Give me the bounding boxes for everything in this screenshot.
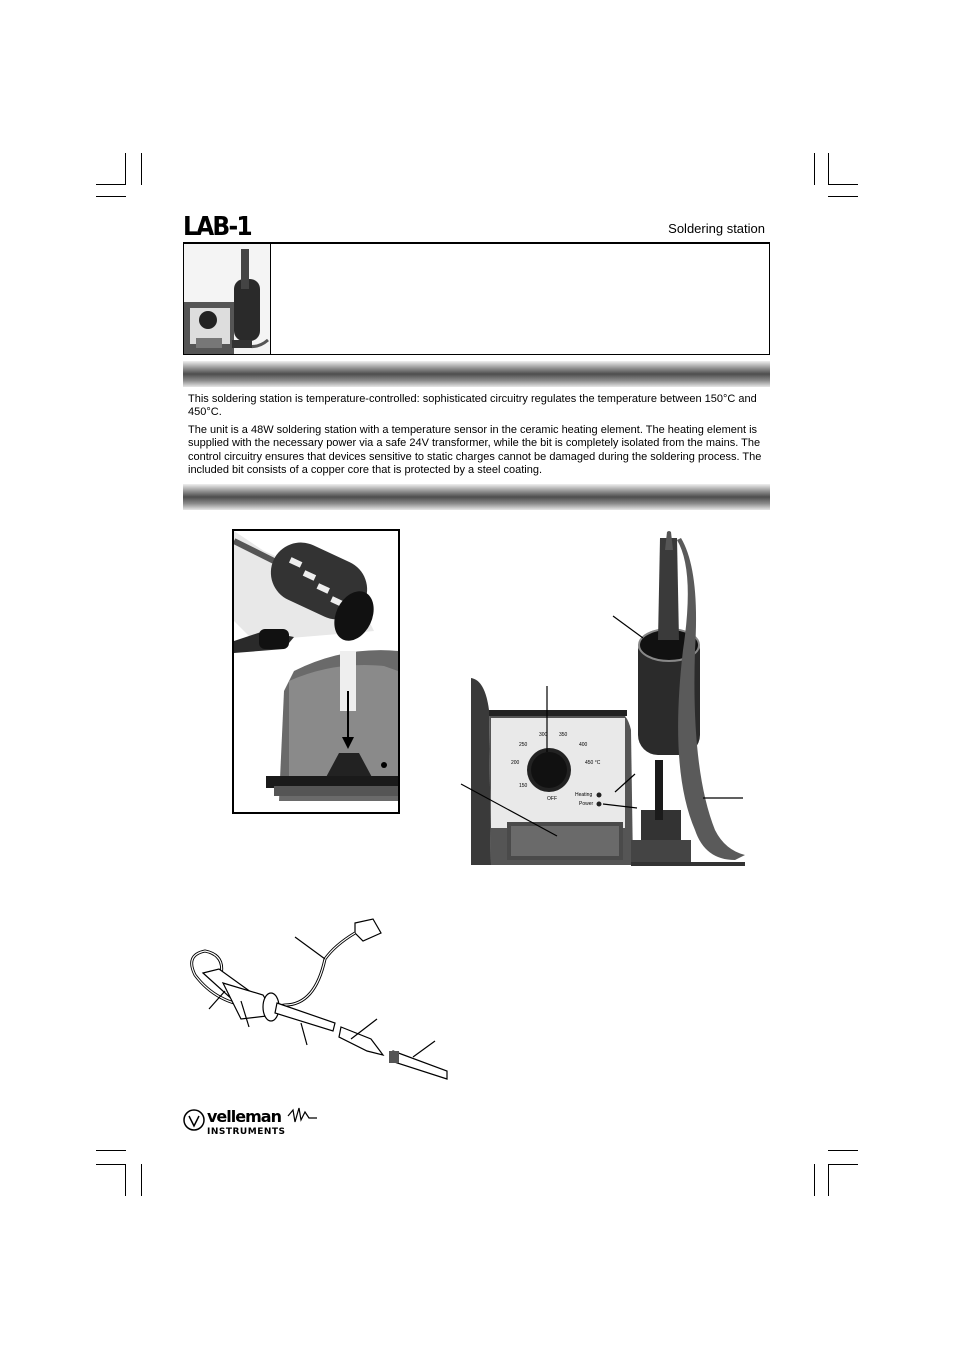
- dial-label-200: 200: [511, 760, 520, 766]
- product-thumbnail: [184, 244, 271, 354]
- section-bar: [183, 361, 770, 387]
- power-led: [597, 802, 602, 807]
- crop-mark: [828, 1150, 858, 1151]
- header-panel: [183, 242, 770, 355]
- crop-mark: [96, 196, 126, 197]
- crop-mark: [125, 1164, 126, 1196]
- velleman-logo: [183, 1106, 323, 1136]
- crop-mark: [828, 184, 858, 185]
- crop-mark: [828, 153, 829, 185]
- crop-mark: [125, 153, 126, 185]
- soldering-iron-figure: [185, 915, 465, 1085]
- crop-mark: [141, 153, 142, 185]
- crop-mark: [828, 196, 858, 197]
- crop-mark: [814, 1164, 815, 1196]
- intro-paragraph: This soldering station is temperature-controlled: sophisticated circuitry regulates the temperature between 150°C and 450°C.: [188, 393, 757, 419]
- power-indicator-label: Power: [579, 801, 594, 807]
- brand-text: velleman: [207, 1107, 281, 1126]
- product-logo: LAB-1: [183, 212, 251, 242]
- heating-indicator-label: Heating: [575, 792, 593, 798]
- section-bar: [183, 484, 770, 510]
- crop-mark: [828, 1164, 829, 1196]
- crop-mark: [814, 153, 815, 185]
- crop-mark: [141, 1164, 142, 1196]
- dial-label-300: 300: [539, 732, 548, 738]
- brand-subtext: INSTRUMENTS: [207, 1127, 286, 1136]
- crop-mark: [96, 1150, 126, 1151]
- document-title: Soldering station: [668, 221, 765, 236]
- dial-label-450: 450 °C: [585, 760, 601, 766]
- holder-assembly-figure: [232, 529, 400, 814]
- intro-paragraph: The unit is a 48W soldering station with a temperature sensor in the ceramic heating element. The heating element is supplied with the necessary power via a safe 24V transformer, while the bit is completely isolated from the mains. The control circuitry ensures that devices sensitive to static charges cannot be damaged during the soldering process. The included bit consists of a copper core that is protected by a steel coating.: [188, 424, 762, 477]
- dial-label-off: OFF: [547, 796, 557, 802]
- heating-led: [597, 793, 602, 798]
- dial-label-150: 150: [519, 783, 528, 789]
- crop-mark: [96, 184, 126, 185]
- crop-mark: [828, 1164, 858, 1165]
- dial-label-400: 400: [579, 742, 588, 748]
- dial-label-350: 350: [559, 732, 568, 738]
- crop-mark: [96, 1164, 126, 1165]
- soldering-station-figure: [455, 530, 755, 875]
- dial-label-250: 250: [519, 742, 528, 748]
